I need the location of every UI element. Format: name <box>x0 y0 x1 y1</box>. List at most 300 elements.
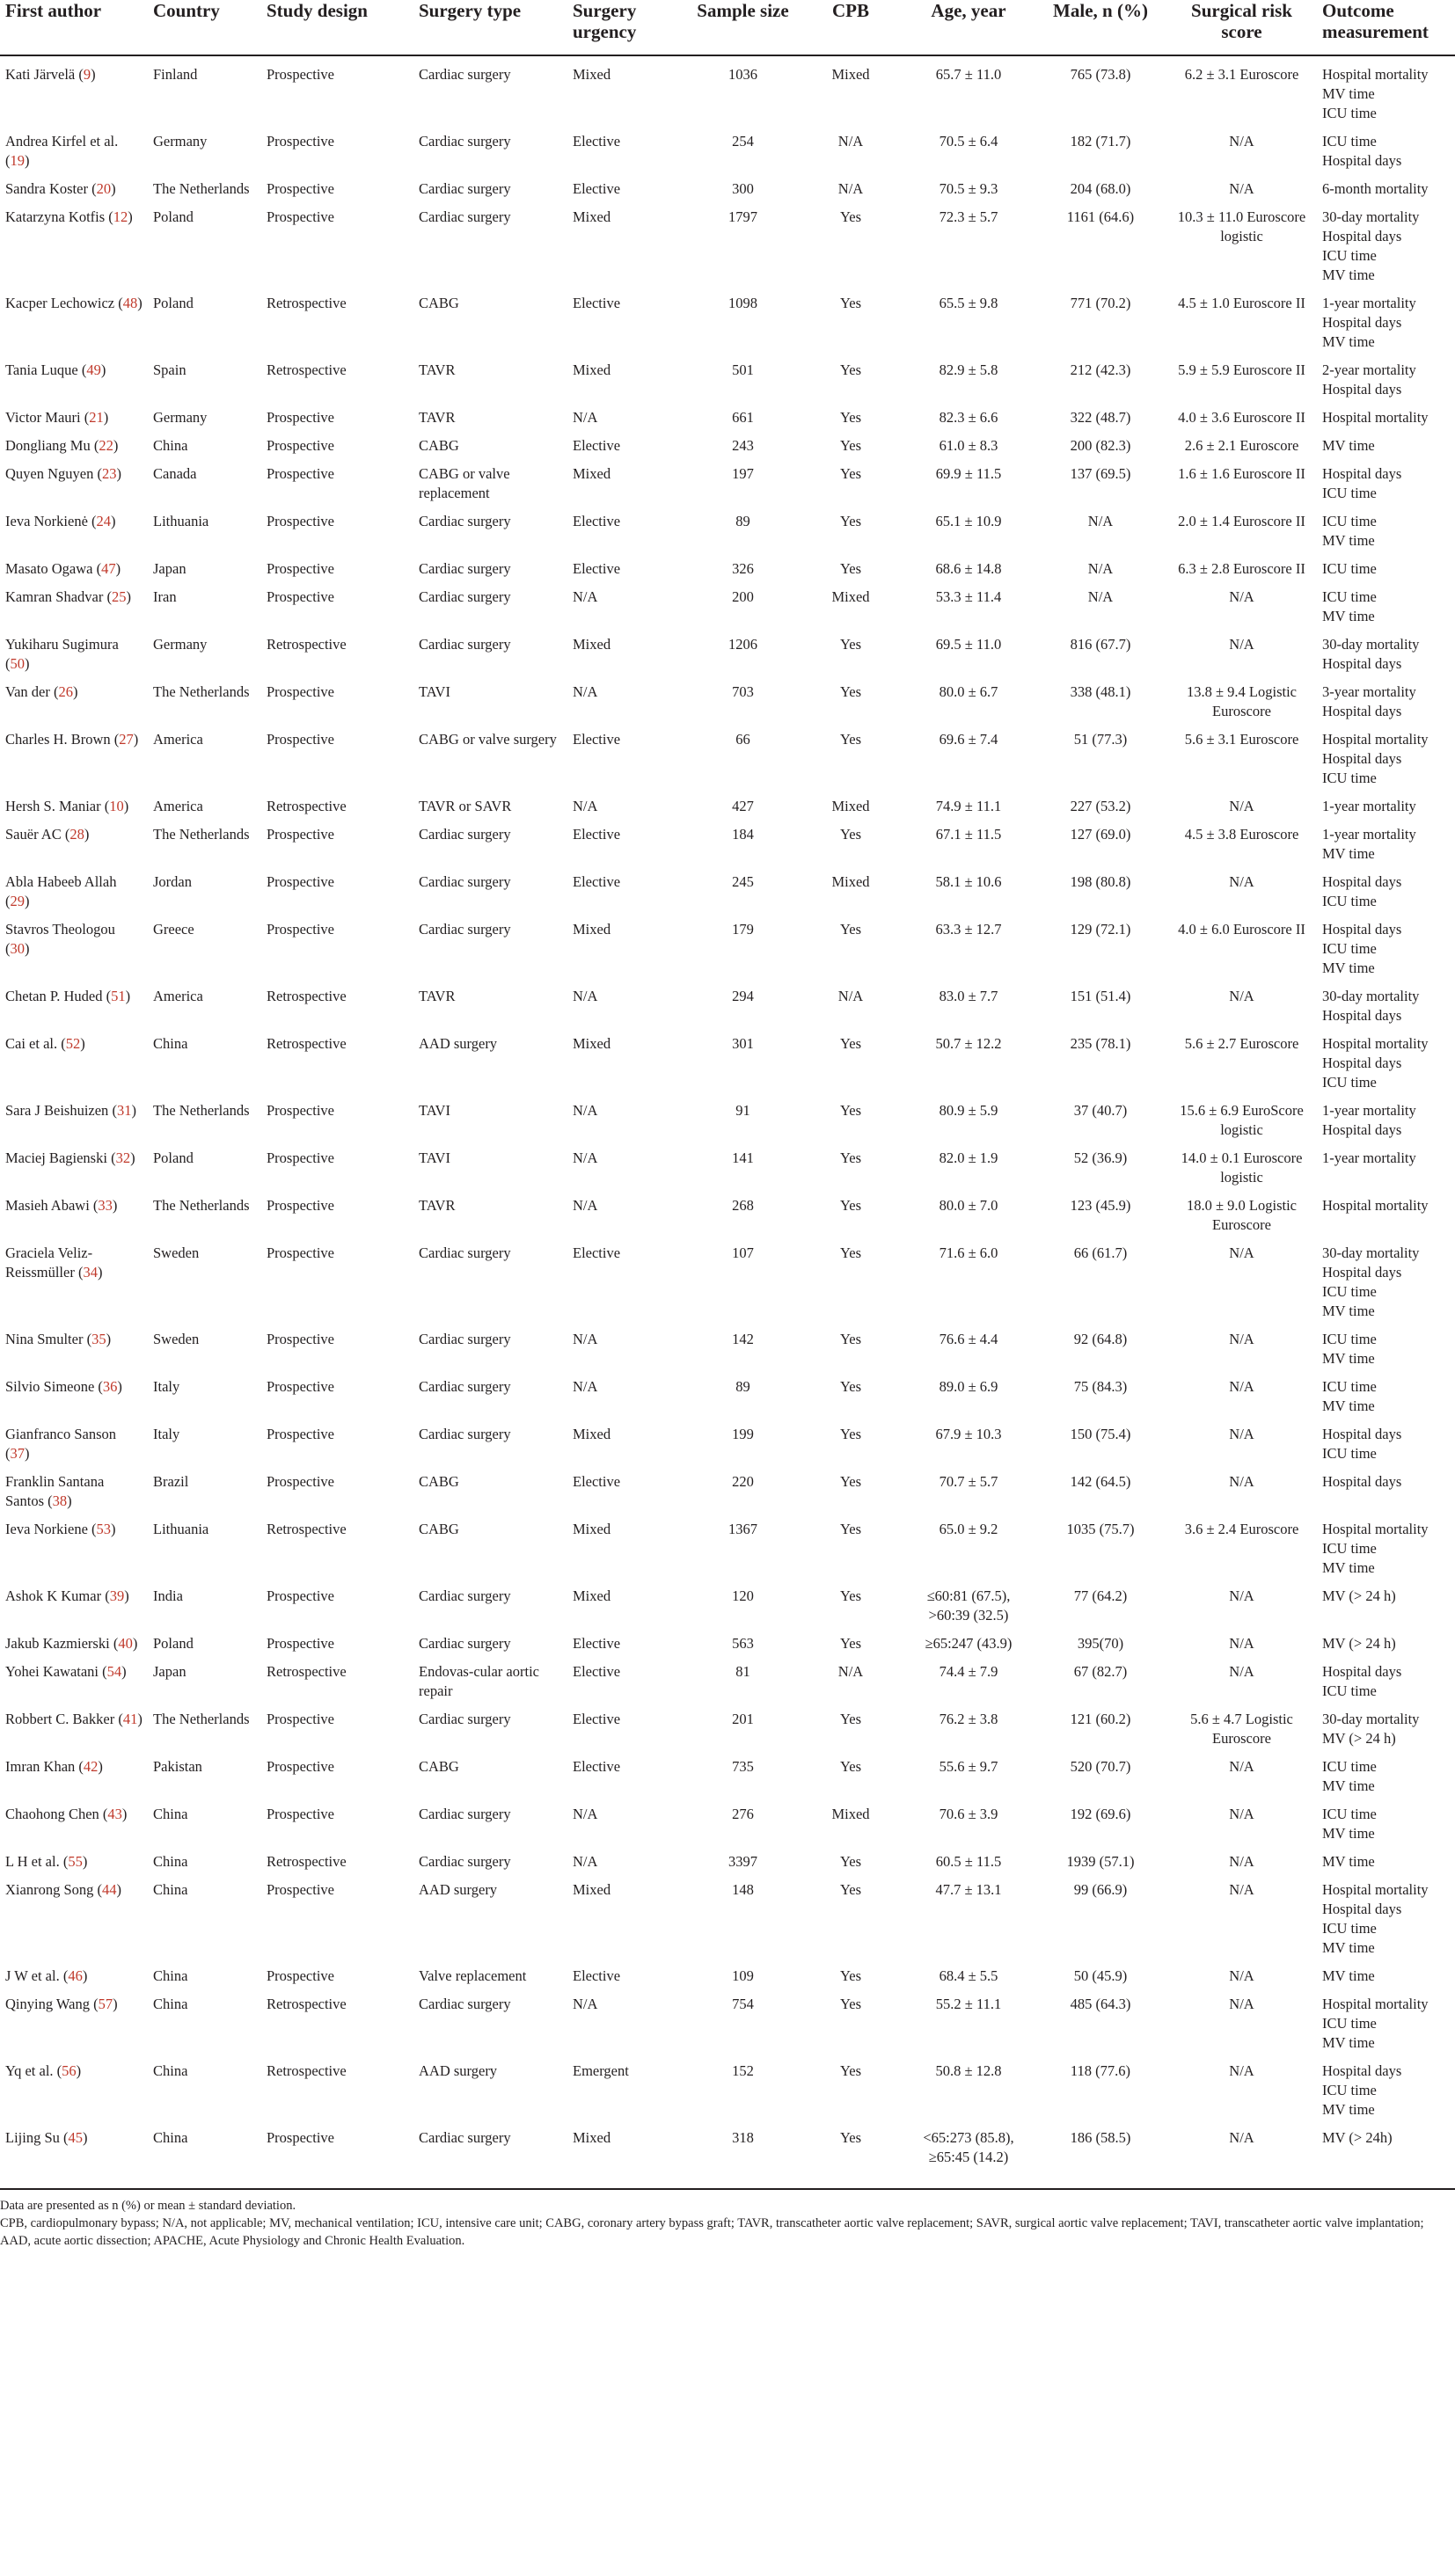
cell-risk-score: 1.6 ± 1.6 Euroscore II <box>1178 465 1305 482</box>
cell-study-design: Retrospective <box>267 1663 347 1680</box>
cell-male: 118 (77.6) <box>1070 2062 1131 2079</box>
cell-male: 37 (40.7) <box>1073 1102 1128 1119</box>
outcome-item: Hospital days <box>1322 921 1402 938</box>
reference-link[interactable]: 28 <box>69 826 84 843</box>
cell-sample-size: 754 <box>732 1996 754 2012</box>
cell-study-design: Prospective <box>267 1587 334 1604</box>
cell-study-design: Prospective <box>267 180 334 197</box>
cell-sample-size: 142 <box>732 1331 754 1347</box>
cell-cpb: Yes <box>839 731 861 748</box>
reference-link[interactable]: 9 <box>83 66 91 83</box>
cell-study-design: Prospective <box>267 1102 334 1119</box>
reference-link[interactable]: 31 <box>116 1102 132 1119</box>
cell-outcome <box>1317 1653 1455 1701</box>
cell-sample-size: 427 <box>732 798 754 814</box>
cell-first-author: Quyen Nguyen (23) <box>5 465 121 482</box>
outcome-item: 30-day mortality <box>1322 208 1420 225</box>
cell-surgery-type: Cardiac surgery <box>419 921 511 938</box>
cell-country: Sweden <box>153 1244 200 1261</box>
reference-link[interactable]: 19 <box>10 152 25 169</box>
outcome-item: Hospital mortality <box>1322 1197 1429 1214</box>
cell-country: Italy <box>153 1426 180 1442</box>
cell-sample-size: 276 <box>732 1806 754 1822</box>
cell-cpb: Yes <box>839 1035 861 1052</box>
reference-link[interactable]: 33 <box>98 1197 113 1214</box>
reference-link[interactable]: 37 <box>10 1445 25 1462</box>
outcome-item: MV time <box>1322 608 1375 624</box>
cell-sample-size: 3397 <box>728 1853 757 1870</box>
cell-cpb: Yes <box>839 465 861 482</box>
table-row <box>0 123 1455 171</box>
cell-surgery-urgency: N/A <box>573 588 598 605</box>
cell-study-design: Prospective <box>267 1197 334 1214</box>
cell-sample-size: 243 <box>732 437 754 454</box>
cell-country: Finland <box>153 66 198 83</box>
reference-link[interactable]: 40 <box>118 1635 133 1652</box>
cell-cpb: Yes <box>839 560 861 577</box>
outcome-item: Hospital days <box>1322 465 1402 482</box>
cell-age: 55.6 ± 9.7 <box>939 1758 998 1775</box>
cell-age: 65.1 ± 10.9 <box>935 513 1002 529</box>
author-name: Silvio Simeone <box>5 1378 95 1395</box>
outcome-item: MV time <box>1322 845 1375 862</box>
cell-country: Germany <box>153 133 208 150</box>
cell-risk-score: 5.6 ± 2.7 Euroscore <box>1184 1035 1299 1052</box>
reference-link[interactable]: 38 <box>52 1492 68 1509</box>
outcome-item: MV time <box>1322 1350 1375 1367</box>
cell-age: 72.3 ± 5.7 <box>939 208 998 225</box>
cell-study-design: Prospective <box>267 560 334 577</box>
cell-male: 198 (80.8) <box>1070 873 1131 890</box>
cell-country: China <box>153 1881 188 1898</box>
cell-study-design: Prospective <box>267 1331 334 1347</box>
cell-study-design: Prospective <box>267 1473 334 1490</box>
outcome-item: 1-year mortality <box>1322 1149 1416 1166</box>
cell-surgery-urgency: N/A <box>573 1331 598 1347</box>
author-name: Andrea Kirfel et al. <box>5 133 119 150</box>
cell-surgery-type: Cardiac surgery <box>419 66 511 83</box>
cell-country: America <box>153 798 203 814</box>
cell-risk-score: 15.6 ± 6.9 EuroScore logistic <box>1180 1102 1304 1138</box>
cell-surgery-type: TAVR or SAVR <box>419 798 512 814</box>
reference-link[interactable]: 49 <box>86 361 101 378</box>
cell-surgery-urgency: Elective <box>573 1967 621 1984</box>
reference-link[interactable]: 57 <box>98 1996 113 2012</box>
cell-country: Lithuania <box>153 513 209 529</box>
cell-cpb: Yes <box>839 1378 861 1395</box>
cell-sample-size: 220 <box>732 1473 754 1490</box>
table-row <box>0 503 1455 551</box>
author-name: Yq et al. <box>5 2062 54 2079</box>
footnote-abbreviations: CPB, cardiopulmonary bypass; N/A, not applicable; MV, mechanical ventilation; ICU, intensive care unit; CABG, coronary artery bypass graft; TAVR, transcatheter aortic valve replacement; SAVR, surgical aortic valve replacement; TAVI, transcatheter aortic valve implantation; AAD, acute aortic dissection; APACHE, Acute Physiology and Chronic Health Evaluation. <box>0 2216 1424 2248</box>
cell-first-author: Nina Smulter (35) <box>5 1331 112 1347</box>
reference-link[interactable]: 43 <box>107 1806 122 1822</box>
reference-link[interactable]: 12 <box>113 208 128 225</box>
cell-first-author: Victor Mauri (21) <box>5 409 109 426</box>
cell-cpb: Yes <box>839 826 861 843</box>
reference-link[interactable]: 22 <box>99 437 113 454</box>
cell-outcome <box>1317 2053 1455 2120</box>
reference-link[interactable]: 32 <box>115 1149 131 1166</box>
reference-link[interactable]: 35 <box>91 1331 106 1347</box>
cell-country: China <box>153 1967 188 1984</box>
reference-link[interactable]: 53 <box>96 1521 112 1537</box>
cell-cpb: Yes <box>839 1331 861 1347</box>
cell-age: 80.0 ± 6.7 <box>939 683 998 700</box>
cell-surgery-type: Cardiac surgery <box>419 1711 511 1727</box>
cell-sample-size: 501 <box>732 361 754 378</box>
outcome-item: ICU time <box>1322 133 1377 150</box>
cell-first-author: Hersh S. Maniar (10) <box>5 798 129 814</box>
cell-first-author: J W et al. (46) <box>5 1967 88 1984</box>
cell-surgery-urgency: Elective <box>573 731 621 748</box>
cell-sample-size: 184 <box>732 826 754 843</box>
cell-country: China <box>153 437 188 454</box>
cell-surgery-type: Cardiac surgery <box>419 588 511 605</box>
cell-surgery-type: CABG or valve replacement <box>419 465 510 501</box>
cell-age: 55.2 ± 11.1 <box>935 1996 1002 2012</box>
cell-study-design: Prospective <box>267 133 334 150</box>
cell-male: 92 (64.8) <box>1073 1331 1128 1347</box>
reference-link[interactable]: 55 <box>68 1853 83 1870</box>
cell-age: 71.6 ± 6.0 <box>939 1244 998 1261</box>
cell-outcome <box>1317 1025 1455 1092</box>
cell-male: 1035 (75.7) <box>1066 1521 1135 1537</box>
cell-sample-size: 81 <box>735 1663 750 1680</box>
cell-cpb: N/A <box>837 180 864 197</box>
cell-study-design: Prospective <box>267 873 334 890</box>
reference-link[interactable]: 10 <box>109 798 124 814</box>
cell-first-author: Ieva Norkiene (53) <box>5 1521 116 1537</box>
cell-surgery-type: TAVI <box>419 1102 450 1119</box>
reference-link[interactable]: 27 <box>119 731 134 748</box>
cell-study-design: Prospective <box>267 683 334 700</box>
cell-outcome <box>1317 1796 1455 1843</box>
cell-surgery-type: Cardiac surgery <box>419 1244 511 1261</box>
cell-surgery-type: Endovas-cular aortic repair <box>419 1663 539 1699</box>
reference-link[interactable]: 24 <box>96 513 112 529</box>
col-male: Male, n (%) <box>1035 0 1166 55</box>
reference-link[interactable]: 45 <box>68 2129 84 2146</box>
cell-surgery-urgency: Mixed <box>573 66 611 83</box>
author-name: Yohei Kawatani <box>5 1663 99 1680</box>
cell-country: India <box>153 1587 183 1604</box>
cell-male: 485 (64.3) <box>1070 1996 1131 2012</box>
table-row <box>0 626 1455 674</box>
outcome-item: Hospital days <box>1322 1054 1402 1071</box>
col-surgery-urgency: Surgery urgency <box>567 0 687 55</box>
table-row <box>0 579 1455 626</box>
cell-cpb: Yes <box>839 1881 861 1898</box>
cell-age: 68.4 ± 5.5 <box>939 1967 998 1984</box>
cell-study-design: Prospective <box>267 437 334 454</box>
table-row <box>0 1511 1455 1578</box>
cell-outcome <box>1317 1092 1455 1140</box>
reference-link[interactable]: 52 <box>65 1035 81 1052</box>
cell-first-author: Yohei Kawatani (54) <box>5 1663 127 1680</box>
cell-surgery-type: Cardiac surgery <box>419 208 511 225</box>
cell-male: 142 (64.5) <box>1070 1473 1131 1490</box>
cell-country: Canada <box>153 465 197 482</box>
reference-link[interactable]: 42 <box>83 1758 99 1775</box>
cell-sample-size: 661 <box>732 409 754 426</box>
cell-age: 70.7 ± 5.7 <box>939 1473 998 1490</box>
outcome-item: ICU time <box>1322 247 1377 264</box>
cell-study-design: Prospective <box>267 208 334 225</box>
col-first-author: First author <box>0 0 148 55</box>
author-name: Chetan P. Huded <box>5 988 103 1004</box>
cell-country: Pakistan <box>153 1758 202 1775</box>
outcome-item: ICU time <box>1322 940 1377 957</box>
author-name: J W et al. <box>5 1967 60 1984</box>
cell-first-author: Yq et al. (56) <box>5 2062 82 2079</box>
cell-surgery-urgency: Mixed <box>573 1881 611 1898</box>
cell-study-design: Retrospective <box>267 1035 347 1052</box>
table-row <box>0 721 1455 788</box>
cell-age: 70.5 ± 9.3 <box>939 180 998 197</box>
cell-cpb: N/A <box>837 1663 864 1680</box>
reference-link[interactable]: 29 <box>10 893 25 909</box>
cell-male: 520 (70.7) <box>1070 1758 1131 1775</box>
cell-first-author: Chetan P. Huded (51) <box>5 988 131 1004</box>
cell-cpb: Yes <box>839 1426 861 1442</box>
cell-surgery-urgency: Elective <box>573 560 621 577</box>
cell-study-design: Prospective <box>267 1149 334 1166</box>
cell-surgery-type: Cardiac surgery <box>419 1587 511 1604</box>
cell-outcome <box>1317 1843 1455 1872</box>
cell-sample-size: 1036 <box>728 66 757 83</box>
cell-risk-score: 6.2 ± 3.1 Euroscore <box>1184 66 1299 83</box>
reference-link[interactable]: 26 <box>58 683 73 700</box>
cell-age: 65.7 ± 11.0 <box>935 66 1002 83</box>
author-name: Stavros Theologou <box>5 921 115 938</box>
author-name: Quyen Nguyen <box>5 465 94 482</box>
cell-country: Poland <box>153 295 194 311</box>
cell-surgery-urgency: Elective <box>573 1758 621 1775</box>
cell-age: 70.5 ± 6.4 <box>939 133 998 150</box>
cell-surgery-type: TAVI <box>419 683 450 700</box>
cell-study-design: Retrospective <box>267 1996 347 2012</box>
cell-sample-size: 107 <box>732 1244 754 1261</box>
author-name: Robbert C. Bakker <box>5 1711 115 1727</box>
cell-risk-score: 4.0 ± 3.6 Euroscore II <box>1178 409 1305 426</box>
cell-cpb: Yes <box>839 1521 861 1537</box>
col-risk-score: Surgical risk score <box>1166 0 1317 55</box>
cell-outcome <box>1317 1872 1455 1958</box>
col-surgery-type: Surgery type <box>413 0 567 55</box>
cell-sample-size: 1367 <box>728 1521 757 1537</box>
table-row <box>0 1321 1455 1368</box>
cell-first-author: Kati Järvelä (9) <box>5 66 96 83</box>
cell-sample-size: 66 <box>735 731 750 748</box>
cell-sample-size: 89 <box>735 1378 750 1395</box>
cell-surgery-type: AAD surgery <box>419 1881 498 1898</box>
footnote-data-format: Data are presented as n (%) or mean ± standard deviation. <box>0 2199 296 2213</box>
reference-link[interactable]: 44 <box>102 1881 117 1898</box>
cell-outcome <box>1317 1625 1455 1653</box>
outcome-item: Hospital mortality <box>1322 1881 1429 1898</box>
cell-cpb: N/A <box>837 988 864 1004</box>
outcome-item: ICU time <box>1322 2082 1377 2098</box>
cell-risk-score: N/A <box>1229 1635 1254 1652</box>
table-row <box>0 427 1455 456</box>
cell-male: 338 (48.1) <box>1070 683 1131 700</box>
cell-country: The Netherlands <box>153 1102 250 1119</box>
cell-risk-score: 13.8 ± 9.4 Logistic Euroscore <box>1186 683 1297 719</box>
cell-age: 74.4 ± 7.9 <box>939 1663 998 1680</box>
reference-link[interactable]: 34 <box>83 1264 98 1281</box>
cell-outcome <box>1317 55 1455 123</box>
cell-risk-score: 4.5 ± 1.0 Euroscore II <box>1178 295 1305 311</box>
cell-study-design: Retrospective <box>267 2062 347 2079</box>
cell-outcome <box>1317 721 1455 788</box>
reference-link[interactable]: 23 <box>101 465 117 482</box>
author-name: Sandra Koster <box>5 180 88 197</box>
reference-link[interactable]: 30 <box>10 940 25 957</box>
outcome-item: 30-day mortality <box>1322 636 1420 653</box>
outcome-item: MV time <box>1322 2034 1375 2051</box>
cell-sample-size: 268 <box>732 1197 754 1214</box>
cell-sample-size: 245 <box>732 873 754 890</box>
cell-cpb: Yes <box>839 208 861 225</box>
cell-cpb: Yes <box>839 1711 861 1727</box>
reference-link[interactable]: 47 <box>101 560 116 577</box>
outcome-item: ICU time <box>1322 893 1377 909</box>
cell-first-author: Silvio Simeone (36) <box>5 1378 122 1395</box>
author-name: Jakub Kazmierski <box>5 1635 110 1652</box>
cell-outcome <box>1317 503 1455 551</box>
table-row <box>0 1986 1455 2053</box>
table-row <box>0 399 1455 427</box>
cell-sample-size: 200 <box>732 588 754 605</box>
cell-age: 65.0 ± 9.2 <box>939 1521 998 1537</box>
cell-study-design: Prospective <box>267 1426 334 1442</box>
cell-surgery-urgency: N/A <box>573 1102 598 1119</box>
reference-link[interactable]: 25 <box>111 588 127 605</box>
reference-link[interactable]: 56 <box>62 2062 77 2079</box>
cell-first-author: Sauër AC (28) <box>5 826 90 843</box>
cell-risk-score: N/A <box>1229 1996 1254 2012</box>
cell-surgery-type: CABG <box>419 1473 459 1490</box>
cell-risk-score: N/A <box>1229 1663 1254 1680</box>
author-name: Masieh Abawi <box>5 1197 90 1214</box>
cell-outcome <box>1317 626 1455 674</box>
reference-link[interactable]: 39 <box>109 1587 125 1604</box>
outcome-item: Hospital mortality <box>1322 1035 1429 1052</box>
cell-sample-size: 563 <box>732 1635 754 1652</box>
author-name: Cai et al. <box>5 1035 58 1052</box>
cell-risk-score: 3.6 ± 2.4 Euroscore <box>1184 1521 1299 1537</box>
cell-cpb: Mixed <box>831 798 870 814</box>
cell-cpb: Yes <box>839 1244 861 1261</box>
cell-male: 67 (82.7) <box>1073 1663 1128 1680</box>
cell-surgery-urgency: N/A <box>573 1149 598 1166</box>
cell-surgery-type: TAVR <box>419 361 456 378</box>
cell-age: 47.7 ± 13.1 <box>935 1881 1002 1898</box>
cell-outcome <box>1317 674 1455 721</box>
reference-link[interactable]: 50 <box>10 655 25 672</box>
outcome-item: MV time <box>1322 1853 1375 1870</box>
cell-cpb: N/A <box>837 133 864 150</box>
cell-surgery-urgency: N/A <box>573 798 598 814</box>
outcome-item: ICU time <box>1322 1806 1377 1822</box>
author-name: Tania Luque <box>5 361 78 378</box>
cell-risk-score: 4.0 ± 6.0 Euroscore II <box>1178 921 1305 938</box>
cell-outcome <box>1317 1578 1455 1625</box>
cell-risk-score: N/A <box>1229 1244 1254 1261</box>
cell-outcome <box>1317 456 1455 503</box>
author-name: Abla Habeeb Allah <box>5 873 117 890</box>
reference-link[interactable]: 36 <box>102 1378 118 1395</box>
reference-link[interactable]: 48 <box>122 295 138 311</box>
cell-study-design: Prospective <box>267 409 334 426</box>
cell-male: 204 (68.0) <box>1070 180 1131 197</box>
outcome-item: 1-year mortality <box>1322 826 1416 843</box>
cell-study-design: Prospective <box>267 66 334 83</box>
cell-surgery-urgency: Mixed <box>567 2120 687 2189</box>
reference-link[interactable]: 20 <box>96 180 112 197</box>
cell-sample-size: 1098 <box>728 295 757 311</box>
cell-cpb: Yes <box>839 409 861 426</box>
cell-male: 123 (45.9) <box>1070 1197 1131 1214</box>
cell-age: 50.7 ± 12.2 <box>935 1035 1002 1052</box>
reference-link[interactable]: 41 <box>122 1711 138 1727</box>
cell-country: The Netherlands <box>153 1197 250 1214</box>
cell-male: 150 (75.4) <box>1070 1426 1131 1442</box>
cell-sample-size: 300 <box>732 180 754 197</box>
cell-country: China <box>153 1035 188 1052</box>
cell-outcome <box>1317 171 1455 199</box>
cell-first-author: Maciej Bagienski (32) <box>5 1149 135 1166</box>
cell-study-design: Prospective <box>267 513 334 529</box>
cell-cpb: Yes <box>839 437 861 454</box>
cell-cpb: Yes <box>839 1853 861 1870</box>
cell-surgery-type: AAD surgery <box>419 2062 498 2079</box>
cell-first-author: Sandra Koster (20) <box>5 180 116 197</box>
cell-surgery-type: TAVR <box>419 988 456 1004</box>
cell-study-design: Prospective <box>267 1244 334 1261</box>
cell-sample-size: 89 <box>735 513 750 529</box>
cell-outcome <box>1317 199 1455 285</box>
outcome-item: ICU time <box>1322 588 1377 605</box>
cell-age: 89.0 ± 6.9 <box>939 1378 998 1395</box>
cell-outcome <box>1317 1701 1455 1748</box>
cell-country: China <box>153 1853 188 1870</box>
reference-link[interactable]: 21 <box>89 409 104 426</box>
author-name: Masato Ogawa <box>5 560 93 577</box>
author-name: Yukiharu Sugimura <box>5 636 119 653</box>
cell-country: The Netherlands <box>153 180 250 197</box>
table-row <box>0 285 1455 352</box>
cell-risk-score: N/A <box>1229 1378 1254 1395</box>
cell-study-design: Retrospective <box>267 988 347 1004</box>
cell-surgery-urgency: N/A <box>573 1806 598 1822</box>
table-row <box>0 199 1455 285</box>
cell-surgery-urgency: Mixed <box>573 208 611 225</box>
outcome-item: ICU time <box>1322 1682 1377 1699</box>
cell-surgery-urgency: Elective <box>573 180 621 197</box>
reference-link[interactable]: 46 <box>68 1967 83 1984</box>
cell-sample-size: 1797 <box>728 208 757 225</box>
table-footnotes <box>0 2197 1455 2250</box>
reference-link[interactable]: 54 <box>106 1663 122 1680</box>
outcome-item: 3-year mortality <box>1322 683 1416 700</box>
reference-link[interactable]: 51 <box>111 988 126 1004</box>
cell-surgery-urgency: Elective <box>573 1635 621 1652</box>
outcome-item: MV time <box>1322 532 1375 549</box>
cell-risk-score: N/A <box>1229 1331 1254 1347</box>
outcome-item: MV time <box>1322 85 1375 102</box>
